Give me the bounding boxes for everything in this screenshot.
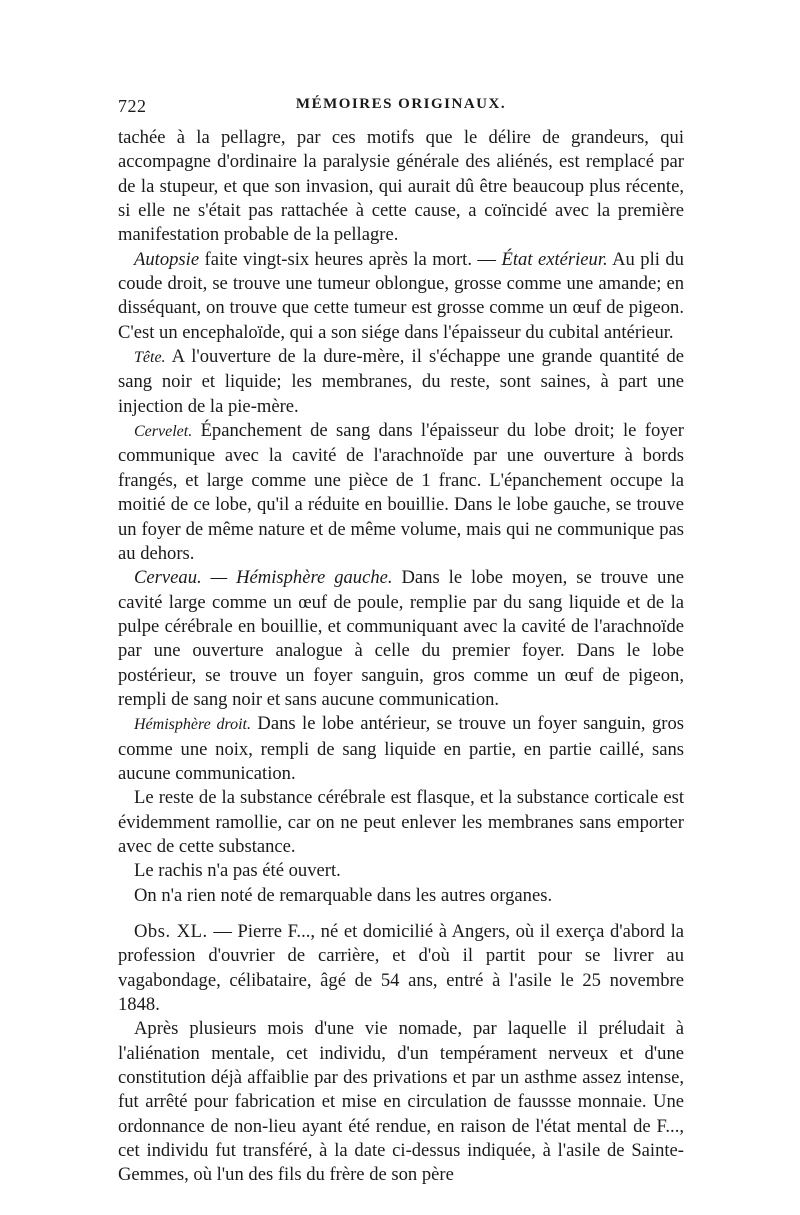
- paragraph-text: Dans le lobe antérieur, se trouve un foyer sanguin, gros comme une noix, rempli de sang liquide en partie, en partie caillé, sans aucune communication.: [118, 713, 684, 784]
- paragraph-observation: [118, 920, 684, 1017]
- paragraph-lead: Cervelet.: [134, 423, 193, 441]
- paragraph-text: Épanchement de sang dans l'épaisseur du lobe droit; le foyer communique avec la cavité de l'arachnoïde par une ouverture à bords frangés, et large comme une pièce de 1 franc. L'épanchement occupe la moitié de ce lobe, qu'il a réduite en bouillie. Dans le lobe gauche, se trouve un foyer de même nature et de même volume, mais qui ne communique pas au dehors.: [118, 420, 684, 564]
- running-title: MÉMOIRES ORIGINAUX.: [295, 96, 507, 112]
- paragraph-text: A l'ouverture de la dure-mère, il s'échappe une grande quantité de sang noir et liquide; les membranes, du reste, sont saines, à part une injection de la pie-mère.: [118, 346, 684, 417]
- paragraph-cerveau: [118, 566, 684, 712]
- paragraph-cervelet: [118, 419, 684, 566]
- paragraph-substance: Le reste de la substance cérébrale est flasque, et la substance corticale est évidemment ramollie, car on ne peut enlever les membranes sans emporter avec de cette substance.: [118, 787, 684, 857]
- body-text: [118, 126, 684, 1188]
- paragraph-rachis: Le rachis n'a pas été ouvert.: [134, 860, 341, 882]
- paragraph-continuation: tachée à la pellagre, par ces motifs que le délire de grandeurs, qui accompagne d'ordinaire la paralysie générale des aliénés, est remplacé par de la stupeur, et que son invasion, qui aurait dû être beaucoup plus récente, si elle ne s'était pas rattachée à cette cause, a coïncidé avec la première manifestation probable de la pellagre.: [118, 127, 684, 246]
- paragraph-autopsie: [118, 248, 684, 345]
- paragraph-lead: Autopsie: [134, 248, 200, 270]
- paragraph-text: Au pli du coude droit, se trouve une tumeur oblongue, grosse comme une amande; en disséquant, on trouve que cette tumeur est grosse comme un œuf de pigeon. C'est un encephaloïde, qui a son siége dans l'épaisseur du cubital antérieur.: [118, 248, 684, 343]
- paragraph-tete: [118, 345, 684, 419]
- paragraph-text: faite vingt-six heures après la mort. —: [199, 248, 502, 270]
- paragraph-vie-nomade: Après plusieurs mois d'une vie nomade, par laquelle il préludait à l'aliénation mentale, cet individu, d'un tempérament nerveux et d'une constitution déjà affaiblie par des privations et par un asthme assez intense, fut arrêté pour fabrication et mise en circulation de faussse monnaie. Une ordonnance de non-lieu ayant été rendue, en raison de l'état mental de F..., cet individu fut transféré, à la date ci-dessus indiquée, à l'asile de Sainte-Gemmes, où l'un des fils du frère de son père: [118, 1018, 684, 1186]
- paragraph-text: Dans le lobe moyen, se trouve une cavité large comme un œuf de poule, remplie par du sang liquide et de la pulpe cérébrale en bouillie, et communiquant avec la cavité de l'arachnoïde par une ouverture analogue à celle du premier foyer. Dans le lobe postérieur, se trouve un foyer sanguin, gros comme un œuf de pigeon, rempli de sang noir et sans aucune communication.: [118, 567, 684, 710]
- paragraph-lead: Tête.: [134, 349, 166, 367]
- observation-label: Obs. XL.: [134, 921, 208, 942]
- paragraph-lead: Cerveau. — Hémisphère gauche.: [134, 567, 393, 589]
- paragraph-text: — Pierre F..., né et domicilié à Angers, où il exerça d'abord la profession d'ouvrier de carrière, et d'où il partit pour se livrer au vagabondage, célibataire, âgé de 54 ans, entré à l'asile le 25 novembre 1848.: [118, 921, 684, 1016]
- paragraph-organes: On n'a rien noté de remarquable dans les autres organes.: [134, 884, 553, 906]
- page-number: 722: [118, 96, 147, 116]
- paragraph-hemisphere-droit: [118, 712, 684, 786]
- page-header: [118, 96, 684, 126]
- paragraph-lead: Hémisphère droit.: [134, 716, 251, 734]
- paragraph-lead: État extérieur.: [501, 248, 608, 270]
